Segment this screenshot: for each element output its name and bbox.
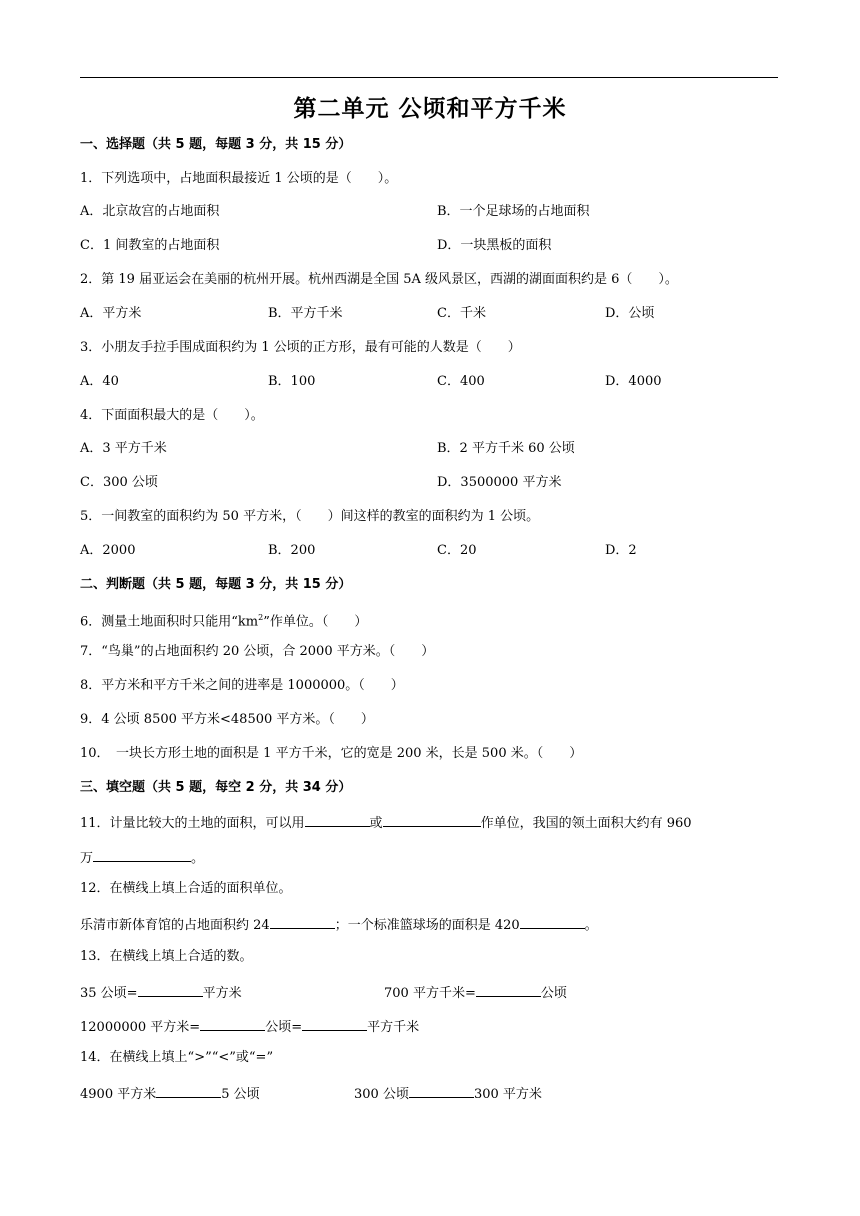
q12-text-c: 。 bbox=[584, 918, 598, 933]
q14-item-2 bbox=[354, 1083, 542, 1104]
q13-2-text-b: 公顷 bbox=[540, 986, 567, 1001]
q3-option-a: A．40 bbox=[80, 374, 119, 389]
question-11 bbox=[80, 812, 692, 833]
q12-text-a: 乐清市新体育馆的占地面积约 24 bbox=[80, 918, 270, 933]
q11-text-e: 。 bbox=[191, 851, 205, 866]
q14-blank-2[interactable] bbox=[409, 1083, 474, 1098]
q14-blank-1[interactable] bbox=[156, 1083, 221, 1098]
question-2: 2．第 19 届亚运会在美丽的杭州开展。杭州西湖是全国 5A 级风景区，西湖的湖面面积约是 6（ ）。 bbox=[80, 272, 678, 287]
q11-blank-3[interactable] bbox=[93, 847, 191, 862]
question-12-line bbox=[80, 914, 598, 935]
q6-text-pre: 6．测量土地面积时只能用“km bbox=[80, 614, 259, 630]
q5-option-b: B．200 bbox=[268, 543, 316, 558]
section-heading-choice: 一、选择题（共 5 题，每题 3 分，共 15 分） bbox=[80, 137, 352, 152]
section-heading-judge: 二、判断题（共 5 题，每题 3 分，共 15 分） bbox=[80, 577, 352, 592]
question-13: 13．在横线上填上合适的数。 bbox=[80, 949, 253, 964]
q3-option-c: C．400 bbox=[437, 374, 485, 389]
q14-item-1 bbox=[80, 1083, 260, 1104]
q13-item-1 bbox=[80, 982, 242, 1003]
question-7: 7．“鸟巢”的占地面积约 20 公顷，合 2000 平方米。（ ） bbox=[80, 644, 435, 659]
q13-3-text-a: 12000000 平方米= bbox=[80, 1020, 201, 1035]
q11-blank-2[interactable] bbox=[383, 812, 481, 827]
q2-option-c: C．千米 bbox=[437, 306, 486, 321]
q1-option-b: B．一个足球场的占地面积 bbox=[437, 204, 590, 219]
question-9: 9．4 公顷 8500 平方米<48500 平方米。（ ） bbox=[80, 712, 374, 727]
q1-option-d: D．一块黑板的面积 bbox=[437, 238, 552, 253]
q13-item-3 bbox=[80, 1016, 419, 1037]
q11-text-a: 11．计量比较大的土地的面积，可以用 bbox=[80, 816, 305, 831]
q6-superscript: 2 bbox=[258, 613, 264, 622]
question-3: 3．小朋友手拉手围成面积约为 1 公顷的正方形，最有可能的人数是（ ） bbox=[80, 340, 521, 355]
q14-1-text-a: 4900 平方米 bbox=[80, 1087, 157, 1102]
question-10: 10． 一块长方形土地的面积是 1 平方千米，它的宽是 200 米，长是 500 米。（ ） bbox=[80, 746, 583, 761]
q13-item-2 bbox=[384, 982, 567, 1003]
q11-text-c: 作单位，我国的领土面积大约有 960 bbox=[480, 816, 692, 831]
q14-1-text-b: 5 公顷 bbox=[221, 1087, 260, 1102]
q11-text-d: 万 bbox=[80, 851, 94, 866]
q2-option-a: A．平方米 bbox=[80, 306, 142, 321]
question-8: 8．平方米和平方千米之间的进率是 1000000。（ ） bbox=[80, 678, 404, 693]
q13-3-text-b: 公顷= bbox=[265, 1020, 303, 1035]
question-5: 5．一间教室的面积约为 50 平方米，（ ）间这样的教室的面积约为 1 公顷。 bbox=[80, 509, 540, 524]
question-6 bbox=[80, 609, 367, 631]
q3-option-d: D．4000 bbox=[605, 374, 662, 389]
q13-blank-2[interactable] bbox=[476, 982, 541, 997]
q11-blank-1[interactable] bbox=[305, 812, 370, 827]
question-4: 4．下面面积最大的是（ ）。 bbox=[80, 408, 264, 423]
q5-option-d: D．2 bbox=[605, 543, 637, 558]
q14-2-text-b: 300 平方米 bbox=[473, 1087, 542, 1102]
q12-text-b: ；一个标准篮球场的面积是 420 bbox=[334, 918, 520, 933]
top-rule bbox=[80, 77, 778, 78]
q4-option-a: A．3 平方千米 bbox=[80, 441, 167, 456]
q13-blank-1[interactable] bbox=[138, 982, 203, 997]
q3-option-b: B．100 bbox=[268, 374, 316, 389]
q4-option-c: C．300 公顷 bbox=[80, 475, 158, 490]
page-title: 第二单元 公顷和平方千米 bbox=[293, 95, 567, 122]
q13-1-text-b: 平方米 bbox=[202, 986, 242, 1001]
q13-blank-3[interactable] bbox=[200, 1016, 265, 1031]
section-heading-fill: 三、填空题（共 5 题，每空 2 分，共 34 分） bbox=[80, 780, 352, 795]
q13-1-text-a: 35 公顷= bbox=[80, 986, 138, 1001]
q1-option-c: C．1 间教室的占地面积 bbox=[80, 238, 220, 253]
q13-blank-4[interactable] bbox=[302, 1016, 367, 1031]
q13-2-text-a: 700 平方千米= bbox=[384, 986, 476, 1001]
q14-2-text-a: 300 公顷 bbox=[354, 1087, 409, 1102]
q1-option-a: A．北京故宫的占地面积 bbox=[80, 204, 220, 219]
q5-option-a: A．2000 bbox=[80, 543, 136, 558]
question-11-cont bbox=[80, 847, 204, 868]
q2-option-d: D．公顷 bbox=[605, 306, 655, 321]
q11-text-b: 或 bbox=[369, 816, 383, 831]
q12-blank-1[interactable] bbox=[270, 914, 335, 929]
q12-blank-2[interactable] bbox=[520, 914, 585, 929]
q6-text-post: ”作单位。（ ） bbox=[263, 614, 368, 630]
q13-3-text-c: 平方千米 bbox=[367, 1020, 420, 1035]
q5-option-c: C．20 bbox=[437, 543, 477, 558]
q2-option-b: B．平方千米 bbox=[268, 306, 343, 321]
question-1: 1．下列选项中，占地面积最接近 1 公顷的是（ ）。 bbox=[80, 171, 398, 186]
q4-option-b: B．2 平方千米 60 公顷 bbox=[437, 441, 575, 456]
q4-option-d: D．3500000 平方米 bbox=[437, 475, 562, 490]
question-14: 14．在横线上填上“>”“<”或“=” bbox=[80, 1050, 274, 1065]
question-12: 12．在横线上填上合适的面积单位。 bbox=[80, 881, 292, 896]
